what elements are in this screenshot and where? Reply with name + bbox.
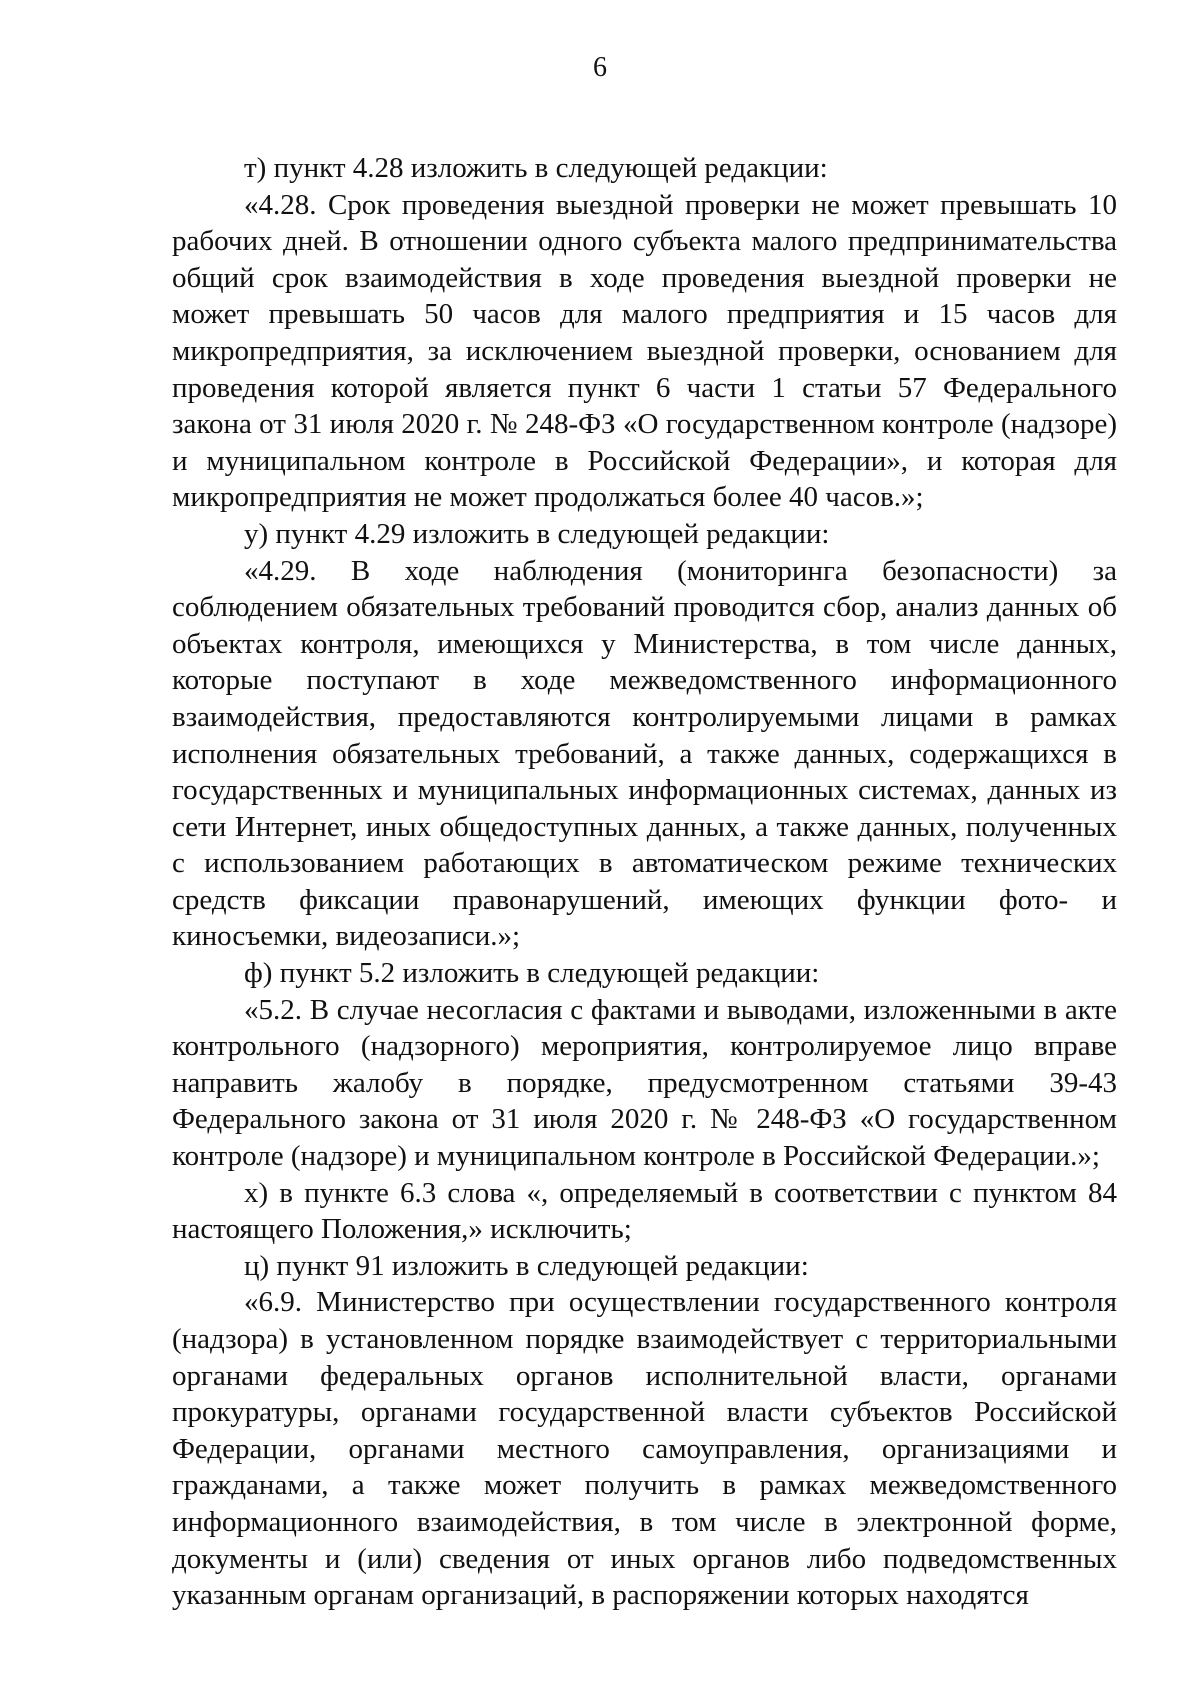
paragraph-clause-4-29: «4.29. В ходе наблюдения (мониторинга безопасности) за соблюдением обязательных требований проводится сбор, анализ данных об объектах контроля, имеющихся у Министерства, в том числе данных, которые поступают в ходе межведомственного информационного взаимодействия, предоставляются контролируемыми лицами в рамках исполнения обязательных требований, а также данных, содержащихся в государственных и муниципальных информационных системах, данных из сети Интернет, иных общедоступных данных, а также данных, полученных с использованием работающих в автоматическом режиме технических средств фиксации правонарушений, имеющих функции фото- и киносъемки, видеозаписи.»; — [172, 554, 1117, 953]
paragraph-item-ts: ц) пункт 91 изложить в следующей редакции: — [244, 1249, 809, 1282]
paragraph-clause-4-28: «4.28. Срок проведения выездной проверки не может превышать 10 рабочих дней. В отношении одного субъекта малого предпринимательства общий срок взаимодействия в ходе проведения выездной проверки не может превышать 50 часов для малого предприятия и 15 часов для микропредприятия, за исключением выездной проверки, основанием для проведения которой является пункт 6 части 1 статьи 57 Федерального закона от 31 июля 2020 г. № 248-ФЗ «О государственном контроле (надзоре) и муниципальном контроле в Российской Федерации», и которая для микропредприятия не может продолжаться более 40 часов.»; — [172, 188, 1117, 514]
paragraph-clause-6-9: «6.9. Министерство при осуществлении государственного контроля (надзора) в установленном порядке взаимодействует с территориальными органами федеральных органов исполнительной власти, органами прокуратуры, органами государственной власти субъектов Российской Федерации, органами местного самоуправления, организациями и гражданами, а также может получить в рамках межведомственного информационного взаимодействия, в том числе в электронной форме, документы и (или) сведения от иных органов либо подведомственных указанным органам организаций, в распоряжении которых находятся — [172, 1286, 1117, 1612]
paragraph-item-u: у) пункт 4.29 изложить в следующей редакции: — [244, 517, 830, 550]
paragraph-item-f: ф) пункт 5.2 изложить в следующей редакции: — [244, 957, 820, 990]
page-number: 6 — [593, 52, 607, 83]
paragraph-item-t: т) пункт 4.28 изложить в следующей редакции: — [244, 152, 828, 184]
paragraph-item-kh: х) в пункте 6.3 слова «, определяемый в соответствии с пунктом 84 настоящего Положения,» исключить; — [172, 1176, 1117, 1246]
paragraph-clause-5-2: «5.2. В случае несогласия с фактами и выводами, изложенными в акте контрольного (надзорного) мероприятия, контролируемое лицо вправе направить жалобу в порядке, предусмотренном статьями 39-43 Федерального закона от 31 июля 2020 г. № 248-ФЗ «О государственном контроле (надзоре) и муниципальном контроле в Российской Федерации.»; — [172, 993, 1117, 1173]
document-body — [172, 150, 1117, 1614]
